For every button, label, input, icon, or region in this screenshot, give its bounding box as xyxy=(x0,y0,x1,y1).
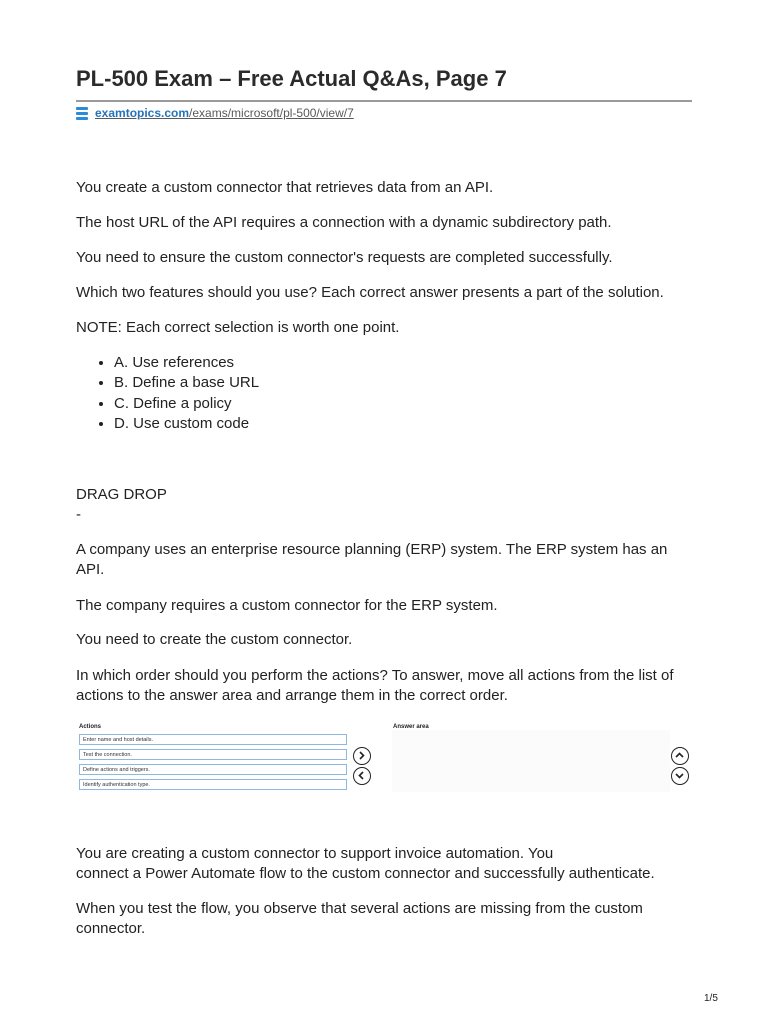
action-item[interactable]: Test the connection. xyxy=(79,749,347,760)
q3-paragraph-2: When you test the flow, you observe that several actions are missing from the custom connector. xyxy=(76,900,643,937)
page-title: PL-500 Exam – Free Actual Q&As, Page 7 xyxy=(76,66,507,91)
option-a: • A. Use references xyxy=(114,353,259,373)
chevron-right-icon[interactable] xyxy=(353,747,371,765)
q1-paragraph-2: The host URL of the API requires a connection with a dynamic subdirectory path. xyxy=(76,214,612,231)
answer-area[interactable] xyxy=(392,730,670,792)
q3-paragraph-1-line-2: connect a Power Automate flow to the custom connector and successfully authenticate. xyxy=(76,865,655,882)
option-c: • C. Define a policy xyxy=(114,394,259,414)
q2-paragraph-3: You need to create the custom connector. xyxy=(76,631,353,648)
title-divider xyxy=(76,100,692,102)
q2-type-label: DRAG DROP xyxy=(76,486,167,503)
option-b: • B. Define a base URL xyxy=(114,373,259,393)
q1-note: NOTE: Each correct selection is worth one point. xyxy=(76,319,400,336)
drag-drop-exhibit xyxy=(76,720,688,796)
source-link-row[interactable] xyxy=(76,106,354,120)
source-path[interactable]: /exams/microsoft/pl-500/view/7 xyxy=(189,106,354,120)
action-item[interactable]: Identify authentication type. xyxy=(79,779,347,790)
action-item[interactable]: Enter name and host details. xyxy=(79,734,347,745)
actions-header: Actions xyxy=(79,724,102,730)
q1-options-list xyxy=(76,353,259,435)
chevron-left-icon[interactable] xyxy=(353,767,371,785)
q1-paragraph-4: Which two features should you use? Each correct answer presents a part of the solution. xyxy=(76,284,664,301)
q2-dash: - xyxy=(76,506,81,523)
list-menu-icon xyxy=(76,106,88,120)
q3-paragraph-1 xyxy=(76,844,696,884)
source-domain[interactable]: examtopics.com xyxy=(95,106,190,120)
option-d: • D. Use custom code xyxy=(114,414,259,434)
q2-paragraph-1: A company uses an enterprise resource planning (ERP) system. The ERP system has an API. xyxy=(76,541,668,578)
chevron-down-icon[interactable] xyxy=(671,767,689,785)
answer-area-header: Answer area xyxy=(393,724,429,730)
q1-paragraph-1: You create a custom connector that retrieves data from an API. xyxy=(76,179,494,196)
chevron-up-icon[interactable] xyxy=(671,747,689,765)
q2-paragraph-4: In which order should you perform the actions? To answer, move all actions from the list of actions to the answer area and arrange them in the correct order. xyxy=(76,667,674,704)
page-number: 1/5 xyxy=(704,993,718,1004)
q3-paragraph-1-line-1: You are creating a custom connector to support invoice automation. You xyxy=(76,845,554,862)
q2-paragraph-2: The company requires a custom connector for the ERP system. xyxy=(76,597,498,614)
action-item[interactable]: Define actions and triggers. xyxy=(79,764,347,775)
q1-paragraph-3: You need to ensure the custom connector's requests are completed successfully. xyxy=(76,249,613,266)
source-url[interactable] xyxy=(95,106,354,120)
